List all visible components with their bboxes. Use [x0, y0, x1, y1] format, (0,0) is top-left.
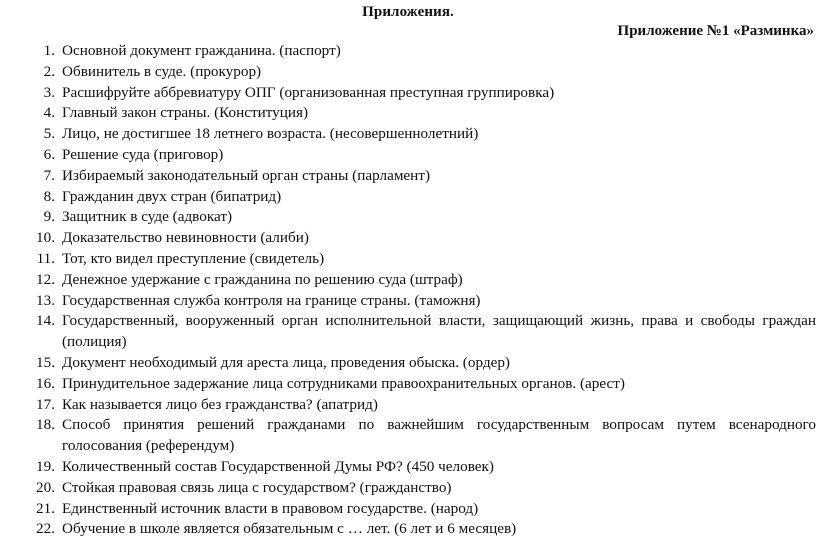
item-number: 20. — [36, 478, 55, 496]
list-item — [0, 311, 816, 353]
item-number: 8. — [43, 187, 55, 205]
item-text: Расшифруйте аббревиатуру ОПГ (организованная преступная группировка) — [62, 83, 555, 101]
item-number: 16. — [36, 374, 55, 392]
list-item — [0, 457, 816, 478]
item-number: 19. — [36, 457, 55, 475]
item-number: 14. — [36, 312, 55, 330]
list-item — [0, 103, 816, 124]
item-number: 1. — [43, 42, 55, 59]
list-item — [0, 519, 816, 540]
item-number: 5. — [43, 125, 55, 143]
list-item — [0, 291, 816, 312]
item-number: 7. — [43, 166, 55, 184]
item-text: Защитник в суде (адвокат) — [62, 208, 233, 226]
item-number: 18. — [36, 416, 55, 434]
item-text: Доказательство невиновности (алиби) — [62, 229, 309, 247]
list-item — [0, 415, 816, 457]
item-text: Стойкая правовая связь лица с государством? (гражданство) — [62, 478, 452, 496]
list-item — [0, 374, 816, 395]
list-item — [0, 395, 816, 416]
item-number: 22. — [36, 520, 55, 538]
item-text: Лицо, не достигшее 18 летнего возраста. (несовершеннолетний) — [62, 125, 479, 143]
item-text: Государственная служба контроля на границе страны. (таможня) — [62, 291, 481, 309]
item-number: 4. — [43, 104, 55, 122]
list-item — [0, 83, 816, 104]
list-item — [0, 228, 816, 249]
list-item — [0, 145, 816, 166]
list-item — [0, 62, 816, 83]
list-item — [0, 270, 816, 291]
item-text: Обвинитель в суде. (прокурор) — [62, 62, 262, 80]
list-item — [0, 499, 816, 520]
item-number: 6. — [43, 145, 55, 163]
item-text: Документ необходимый для ареста лица, проведения обыска. (ордер) — [62, 353, 510, 371]
item-text: Тот, кто видел преступление (свидетель) — [62, 249, 325, 267]
item-text: Денежное удержание с гражданина по решению суда (штраф) — [62, 270, 463, 288]
warmup-question-list — [0, 41, 816, 540]
list-item — [0, 166, 816, 187]
item-number: 15. — [36, 353, 55, 371]
item-text: Способ принятия решений гражданами по важнейшим государственным вопросам путем всенародного голосования (референдум) — [62, 416, 816, 455]
item-text: Обучение в школе является обязательным с … лет. (6 лет и 6 месяцев) — [62, 520, 517, 538]
list-item — [0, 124, 816, 145]
item-number: 13. — [36, 291, 55, 309]
list-item — [0, 207, 816, 228]
appendix-title: Приложение №1 «Разминка» — [617, 23, 814, 39]
item-number: 17. — [36, 395, 55, 413]
item-number: 12. — [36, 270, 55, 288]
item-number: 3. — [43, 83, 55, 101]
item-text: Основной документ гражданина. (паспорт) — [62, 42, 341, 59]
item-text: Избираемый законодательный орган страны (парламент) — [62, 166, 430, 184]
item-text: Решение суда (приговор) — [62, 145, 224, 163]
list-item — [0, 41, 816, 62]
item-number: 2. — [43, 62, 55, 80]
item-text: Гражданин двух стран (бипатрид) — [62, 187, 282, 205]
list-item — [0, 187, 816, 208]
item-text: Главный закон страны. (Конституция) — [62, 104, 309, 122]
list-item — [0, 353, 816, 374]
item-number: 21. — [36, 499, 55, 517]
item-text: Государственный, вооруженный орган исполнительной власти, защищающий жизнь, права и свободы граждан (полиция) — [62, 312, 816, 351]
item-text: Количественный состав Государственной Думы РФ? (450 человек) — [62, 457, 494, 475]
list-item — [0, 478, 816, 499]
list-item — [0, 249, 816, 270]
item-number: 9. — [43, 208, 55, 226]
item-number: 10. — [36, 229, 55, 247]
document-title: Приложения. — [362, 4, 454, 20]
item-number: 11. — [36, 249, 55, 267]
item-text: Принудительное задержание лица сотрудниками правоохранительных органов. (арест) — [62, 374, 625, 392]
item-text: Единственный источник власти в правовом государстве. (народ) — [62, 499, 479, 517]
item-text: Как называется лицо без гражданства? (апатрид) — [62, 395, 378, 413]
